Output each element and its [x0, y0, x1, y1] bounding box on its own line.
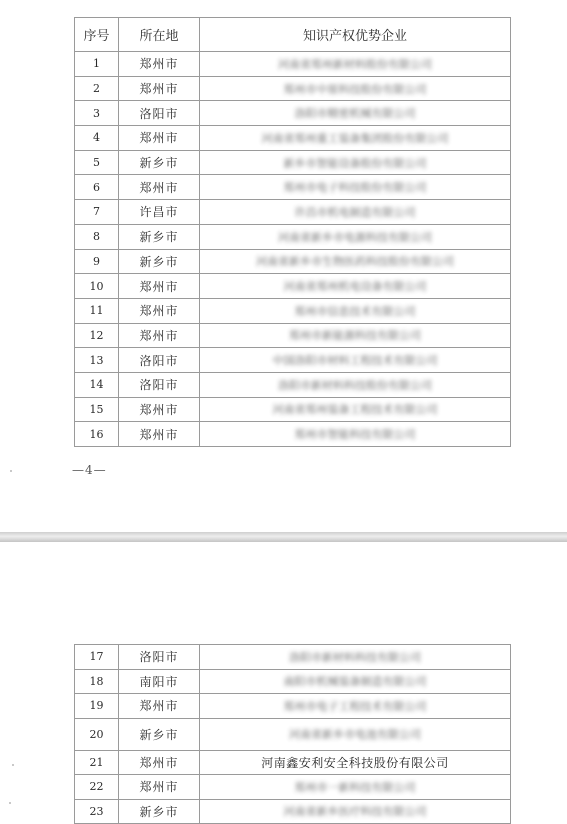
redacted-enterprise-name: 新乡市智能设备股份有限公司 — [283, 156, 427, 170]
cell-enterprise — [200, 274, 511, 299]
ip-enterprise-table-page-5 — [74, 644, 511, 824]
redacted-enterprise-name: 河南省郑州重工装备集团股份有限公司 — [261, 131, 449, 145]
cell-location: 洛阳市 — [119, 645, 200, 670]
redacted-enterprise-name: 郑州市智能科技有限公司 — [294, 428, 416, 442]
cell-enterprise — [200, 750, 511, 775]
ip-enterprise-table-page-4 — [74, 17, 511, 447]
table-row — [75, 645, 511, 670]
cell-serial-number: 19 — [75, 694, 119, 719]
cell-enterprise — [200, 348, 511, 373]
cell-location: 南阳市 — [119, 669, 200, 694]
cell-enterprise — [200, 200, 511, 225]
table-row — [75, 76, 511, 101]
cell-enterprise — [200, 694, 511, 719]
cell-serial-number: 20 — [75, 718, 119, 750]
cell-location: 新乡市 — [119, 249, 200, 274]
cell-enterprise — [200, 718, 511, 750]
cell-serial-number: 23 — [75, 799, 119, 824]
cell-serial-number: 7 — [75, 200, 119, 225]
scan-speck — [9, 802, 11, 804]
cell-enterprise — [200, 422, 511, 447]
cell-location: 洛阳市 — [119, 372, 200, 397]
cell-serial-number: 1 — [75, 52, 119, 77]
table-row — [75, 323, 511, 348]
cell-location: 郑州市 — [119, 694, 200, 719]
table-row — [75, 694, 511, 719]
table-row — [75, 52, 511, 77]
cell-location: 洛阳市 — [119, 348, 200, 373]
cell-location: 新乡市 — [119, 150, 200, 175]
cell-serial-number: 9 — [75, 249, 119, 274]
cell-location: 许昌市 — [119, 200, 200, 225]
table-row — [75, 348, 511, 373]
cell-enterprise — [200, 669, 511, 694]
cell-enterprise — [200, 52, 511, 77]
cell-serial-number: 4 — [75, 126, 119, 151]
table-row — [75, 200, 511, 225]
table-row — [75, 372, 511, 397]
cell-location: 郑州市 — [119, 422, 200, 447]
table-row — [75, 422, 511, 447]
cell-location: 洛阳市 — [119, 101, 200, 126]
redacted-enterprise-name: 郑州市电子科技股份有限公司 — [283, 181, 427, 195]
redacted-enterprise-name: 许昌市机电制造有限公司 — [294, 205, 416, 219]
cell-serial-number: 8 — [75, 224, 119, 249]
table-row — [75, 298, 511, 323]
table-row — [75, 669, 511, 694]
cell-location: 新乡市 — [119, 799, 200, 824]
cell-location: 郑州市 — [119, 775, 200, 800]
cell-serial-number: 10 — [75, 274, 119, 299]
table-body-page-5 — [75, 645, 511, 824]
cell-location: 新乡市 — [119, 224, 200, 249]
redacted-enterprise-name: 郑州市中原科技股份有限公司 — [283, 82, 427, 96]
cell-enterprise — [200, 150, 511, 175]
redacted-enterprise-name: 郑州市信息技术有限公司 — [294, 304, 416, 318]
scan-speck — [12, 764, 14, 766]
cell-enterprise — [200, 126, 511, 151]
cell-serial-number: 18 — [75, 669, 119, 694]
redacted-enterprise-name: 郑州市一新科技有限公司 — [294, 780, 416, 794]
cell-serial-number: 12 — [75, 323, 119, 348]
table-row — [75, 101, 511, 126]
cell-serial-number: 17 — [75, 645, 119, 670]
table-row — [75, 775, 511, 800]
cell-serial-number: 13 — [75, 348, 119, 373]
table-row — [75, 718, 511, 750]
cell-location: 郑州市 — [119, 175, 200, 200]
table-row — [75, 750, 511, 775]
cell-serial-number: 11 — [75, 298, 119, 323]
table-row — [75, 175, 511, 200]
cell-location: 郑州市 — [119, 274, 200, 299]
cell-serial-number: 6 — [75, 175, 119, 200]
redacted-enterprise-name: 洛阳市新材料科技有限公司 — [289, 650, 421, 664]
redacted-enterprise-name: 河南省新乡市生物医药科技股份有限公司 — [256, 255, 454, 269]
cell-location: 郑州市 — [119, 298, 200, 323]
cell-location: 新乡市 — [119, 718, 200, 750]
table-row — [75, 397, 511, 422]
cell-location: 郑州市 — [119, 52, 200, 77]
redacted-enterprise-name: 郑州市电子工程技术有限公司 — [283, 699, 427, 713]
cell-enterprise — [200, 76, 511, 101]
scan-speck — [10, 470, 12, 472]
cell-serial-number: 15 — [75, 397, 119, 422]
redacted-enterprise-name: 南阳市机械装备制造有限公司 — [283, 675, 427, 689]
cell-enterprise — [200, 799, 511, 824]
cell-enterprise — [200, 224, 511, 249]
cell-enterprise — [200, 775, 511, 800]
cell-location: 郑州市 — [119, 323, 200, 348]
table-row — [75, 150, 511, 175]
redacted-enterprise-name: 河南省郑州机电设备有限公司 — [283, 280, 427, 294]
redacted-enterprise-name: 河南省郑州装备工程技术有限公司 — [272, 403, 438, 417]
cell-enterprise — [200, 323, 511, 348]
cell-location: 郑州市 — [119, 126, 200, 151]
cell-serial-number: 5 — [75, 150, 119, 175]
page-number: —4— — [72, 463, 107, 477]
cell-serial-number: 14 — [75, 372, 119, 397]
redacted-enterprise-name: 河南省新乡医疗科技有限公司 — [283, 805, 427, 819]
redacted-enterprise-name: 河南省郑州新材料股份有限公司 — [278, 57, 432, 71]
redacted-enterprise-name: 洛阳市精密机械有限公司 — [294, 107, 416, 121]
cell-enterprise — [200, 397, 511, 422]
header-location: 所在地 — [119, 18, 200, 52]
table-row — [75, 224, 511, 249]
redacted-enterprise-name: 河南省新乡市电池有限公司 — [289, 728, 421, 741]
cell-location: 郑州市 — [119, 750, 200, 775]
redacted-enterprise-name: 郑州市新能源科技有限公司 — [289, 329, 421, 343]
enterprise-name: 河南鑫安利安全科技股份有限公司 — [261, 755, 449, 770]
cell-location: 郑州市 — [119, 397, 200, 422]
table-body-page-4 — [75, 52, 511, 447]
table-row — [75, 799, 511, 824]
table-row — [75, 126, 511, 151]
cell-enterprise — [200, 101, 511, 126]
header-enterprise: 知识产权优势企业 — [200, 18, 511, 52]
cell-enterprise — [200, 645, 511, 670]
cell-enterprise — [200, 175, 511, 200]
cell-serial-number: 16 — [75, 422, 119, 447]
redacted-enterprise-name: 河南省新乡市电源科技有限公司 — [278, 230, 432, 244]
redacted-enterprise-name: 洛阳市新材料科技股份有限公司 — [278, 378, 432, 392]
table-row — [75, 274, 511, 299]
cell-serial-number: 3 — [75, 101, 119, 126]
header-serial-number: 序号 — [75, 18, 119, 52]
cell-enterprise — [200, 298, 511, 323]
table-header-row — [75, 18, 511, 52]
cell-serial-number: 22 — [75, 775, 119, 800]
table-row — [75, 249, 511, 274]
cell-location: 郑州市 — [119, 76, 200, 101]
cell-serial-number: 2 — [75, 76, 119, 101]
cell-serial-number: 21 — [75, 750, 119, 775]
cell-enterprise — [200, 372, 511, 397]
redacted-enterprise-name: 中国洛阳市材料工程技术有限公司 — [272, 354, 438, 368]
cell-enterprise — [200, 249, 511, 274]
